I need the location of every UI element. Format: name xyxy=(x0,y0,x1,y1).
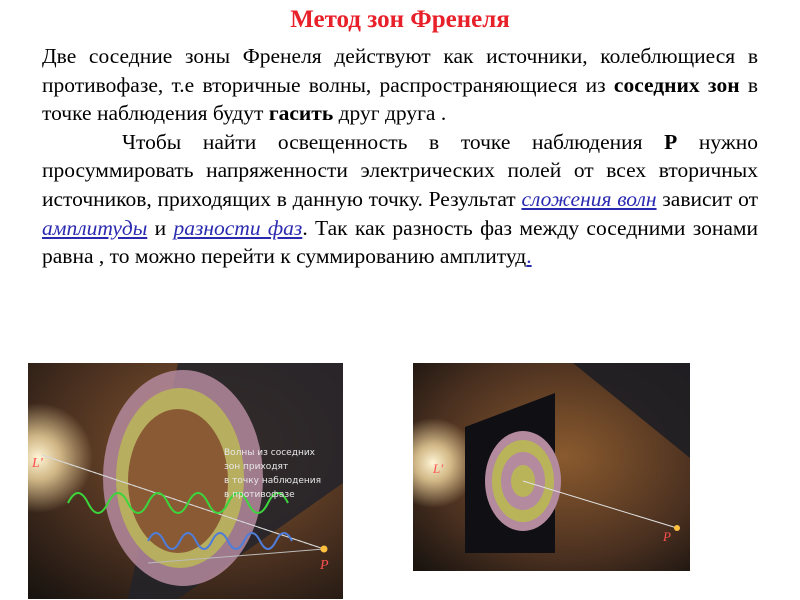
caption-line-3: в точку наблюдения xyxy=(224,476,322,486)
link-amplitude-sum[interactable]: . xyxy=(526,244,532,269)
source-label: L' xyxy=(32,456,43,471)
caption-line-2: зон приходят xyxy=(224,462,289,472)
fresnel-zones-waves-image xyxy=(28,363,343,599)
link-wave-addition[interactable]: сложения волн xyxy=(521,186,657,211)
link-phase-difference[interactable]: разности фаз xyxy=(173,215,303,240)
caption-line-4: в противофазе xyxy=(224,490,295,500)
caption-line-1: Волны из соседних xyxy=(224,448,316,458)
bold-adjacent-zones: соседних зон xyxy=(613,72,740,97)
bold-point-p: P xyxy=(664,129,678,154)
paragraph-2: Чтобы найти освещенность в точке наблюдения P нужно просуммировать напряженности электрических полей от всех вторичных источников, приходящих в данную точку. Результат сложения волн зависит от амплитуды и разности фаз. Так как разность фаз между соседними зонами равна , то можно перейти к суммированию амплитуд. xyxy=(42,129,759,269)
bold-cancel: гасить xyxy=(268,101,334,126)
center-zone xyxy=(128,409,228,553)
page-title: Метод зон Френеля xyxy=(290,6,510,33)
fresnel-zones-screen-image xyxy=(413,363,690,571)
body-text xyxy=(42,42,758,271)
paragraph-1: Две соседние зоны Френеля действуют как источники, колеблющиеся в противофазе, т.е вторичные волны, распространяющиеся из соседних зон в точке наблюдения будут гасить друг друга . xyxy=(42,44,758,126)
point-label: P xyxy=(320,558,329,573)
source-label: L' xyxy=(433,461,444,476)
observation-point xyxy=(674,525,680,531)
link-amplitude[interactable]: амплитуды xyxy=(42,215,148,240)
observation-point xyxy=(321,546,328,553)
point-label: P xyxy=(663,529,671,544)
